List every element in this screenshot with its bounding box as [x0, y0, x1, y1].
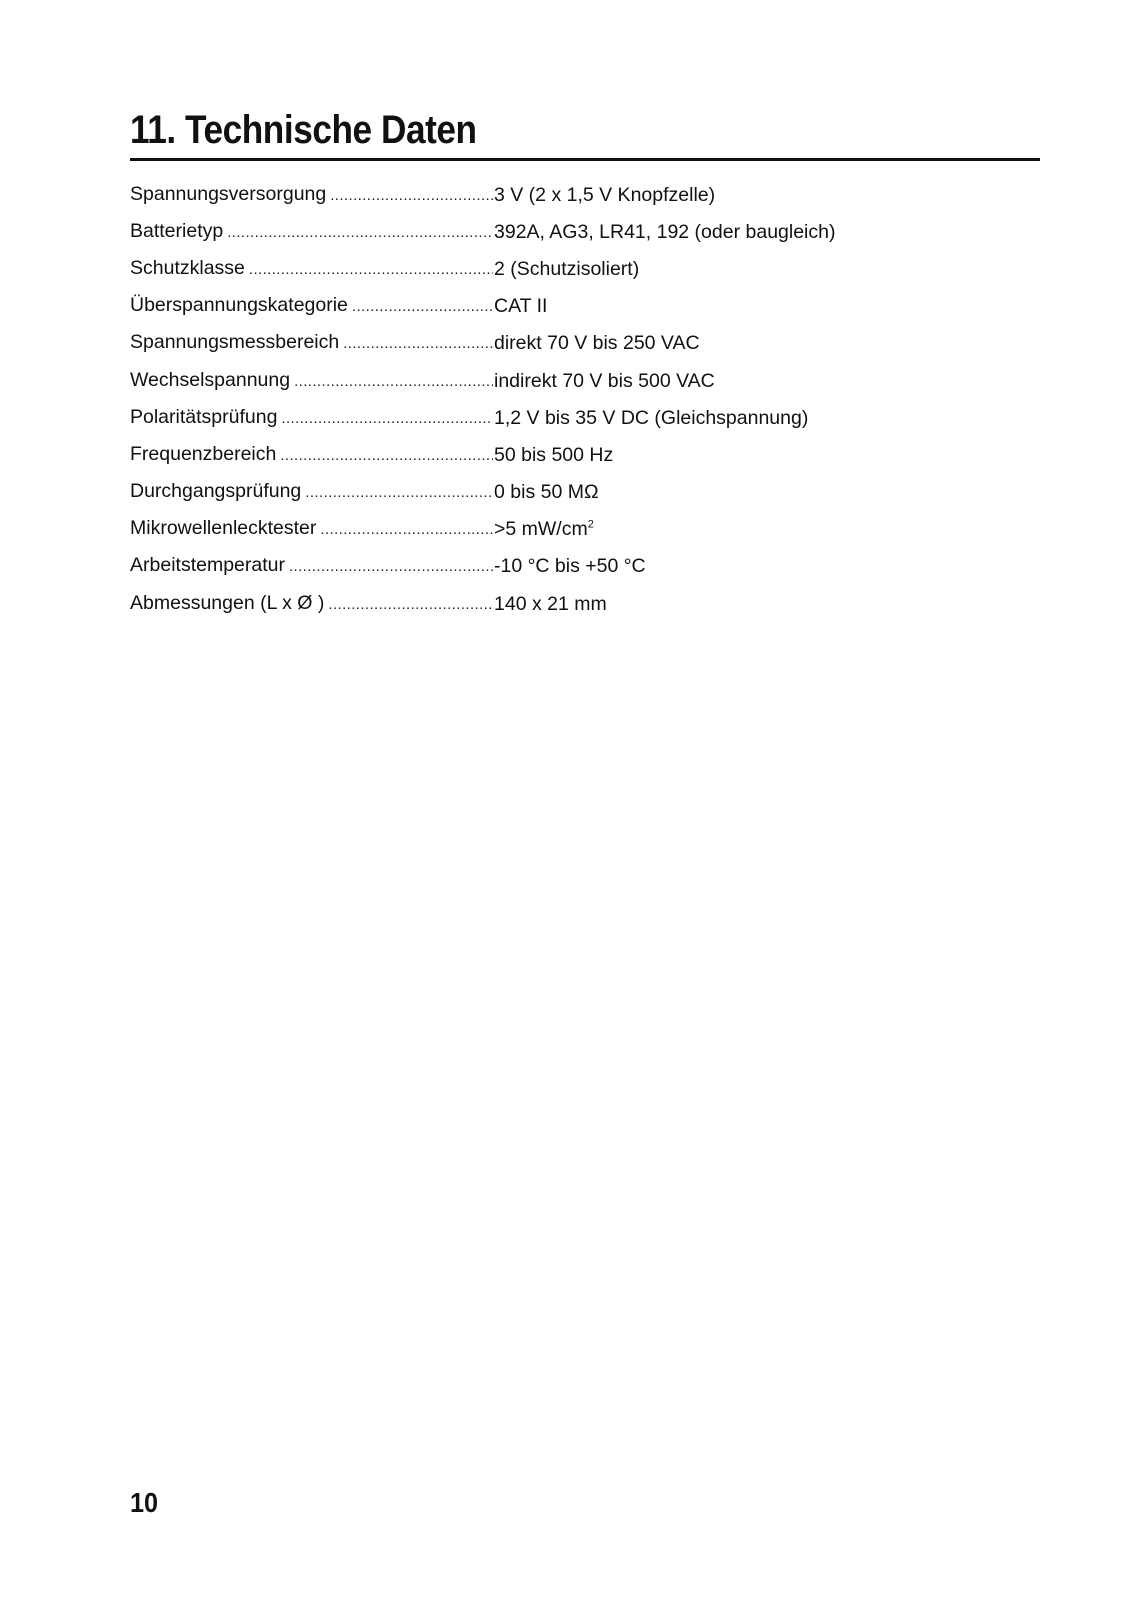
spec-label-cell — [130, 591, 493, 617]
spec-row — [130, 362, 1030, 399]
spec-label-cell — [130, 479, 493, 505]
spec-row — [130, 288, 1030, 325]
spec-label-cell — [130, 293, 493, 319]
spec-label: Spannungsmessbereich — [130, 331, 340, 354]
spec-label: Batterietyp — [130, 219, 224, 242]
spec-label: Wechselspannung — [130, 368, 291, 391]
spec-label-cell — [130, 330, 493, 356]
spec-row — [130, 436, 1030, 473]
spec-value: 3 V (2 x 1,5 V Knopfzelle) — [494, 183, 716, 206]
spec-value: 50 bis 500 Hz — [494, 443, 614, 466]
spec-value: -10 °C bis +50 °C — [494, 555, 646, 578]
spec-row — [130, 399, 1030, 436]
dot-leader — [249, 258, 493, 282]
dot-leader — [330, 184, 493, 208]
spec-row — [130, 474, 1030, 511]
spec-value-superscript: 2 — [587, 518, 594, 531]
spec-label-cell — [130, 442, 493, 468]
spec-label-cell — [130, 182, 493, 208]
spec-label-cell — [130, 405, 493, 431]
spec-label: Schutzklasse — [130, 256, 245, 279]
spec-label-cell — [130, 516, 493, 542]
spec-value: 2 (Schutzisoliert) — [494, 257, 640, 280]
spec-row — [130, 548, 1030, 585]
dot-leader — [305, 481, 493, 505]
spec-label-cell — [130, 219, 493, 245]
spec-row — [130, 325, 1030, 362]
spec-label: Spannungsversorgung — [130, 182, 327, 205]
spec-row — [130, 176, 1030, 213]
spec-row — [130, 213, 1030, 250]
spec-label-cell — [130, 368, 493, 394]
spec-row — [130, 511, 1030, 548]
dot-leader — [328, 593, 493, 617]
spec-value: 392A, AG3, LR41, 192 (oder baugleich) — [494, 220, 836, 243]
dot-leader — [289, 555, 493, 579]
section-heading — [130, 104, 1040, 161]
spec-label: Überspannungskategorie — [130, 294, 348, 317]
spec-row — [130, 585, 1030, 622]
spec-label: Polaritätsprüfung — [130, 405, 278, 428]
dot-leader — [320, 518, 493, 542]
spec-label: Durchgangsprüfung — [130, 480, 302, 503]
page-number: 10 — [130, 1487, 159, 1518]
spec-value-text: >5 mW/cm — [494, 518, 588, 541]
dot-leader — [294, 370, 493, 394]
dot-leader — [352, 295, 493, 319]
dot-leader — [280, 444, 493, 468]
page-title: 11. Technische Daten — [130, 108, 477, 152]
dot-leader — [343, 332, 493, 356]
spec-value: 0 bis 50 MΩ — [494, 481, 599, 504]
spec-value — [493, 517, 594, 541]
spec-row — [130, 250, 1030, 287]
spec-label: Arbeitstemperatur — [130, 554, 285, 577]
spec-label: Abmessungen (L x Ø ) — [130, 591, 325, 614]
spec-value: CAT II — [494, 295, 548, 318]
spec-label: Mikrowellenlecktester — [130, 517, 317, 540]
dot-leader — [281, 407, 493, 431]
technical-data-list — [130, 176, 1030, 622]
spec-label-cell — [130, 553, 493, 579]
spec-value: indirekt 70 V bis 500 VAC — [494, 369, 715, 392]
spec-value: 140 x 21 mm — [494, 592, 607, 615]
spec-label: Frequenzbereich — [130, 442, 277, 465]
dot-leader — [227, 221, 493, 245]
spec-label-cell — [130, 256, 493, 282]
spec-value: direkt 70 V bis 250 VAC — [494, 332, 700, 355]
spec-value: 1,2 V bis 35 V DC (Gleichspannung) — [494, 406, 809, 429]
